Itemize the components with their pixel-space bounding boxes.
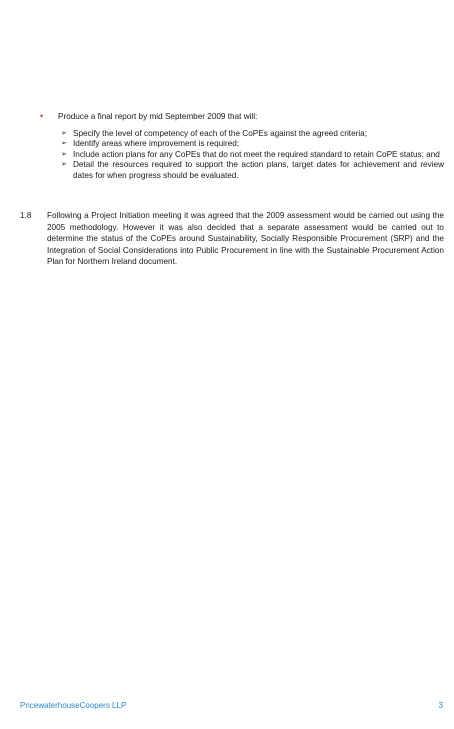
sub-list bbox=[61, 129, 444, 181]
arrow-bullet-icon: ➢ bbox=[61, 161, 67, 169]
list-item bbox=[61, 150, 444, 160]
arrow-bullet-icon: ➢ bbox=[61, 150, 67, 158]
arrow-bullet-icon: ➢ bbox=[61, 140, 67, 148]
arrow-bullet-icon: ➢ bbox=[61, 130, 67, 137]
footer-page-number: 3 bbox=[438, 701, 443, 710]
list-item bbox=[61, 139, 444, 149]
numbered-paragraph bbox=[20, 210, 444, 268]
bullet-text: Produce a final report by mid September 2009 that will: bbox=[58, 112, 258, 121]
sub-item-text: Identify areas where improvement is required; bbox=[73, 139, 240, 149]
list-item bbox=[61, 160, 444, 181]
bullet-item bbox=[38, 111, 448, 122]
sub-item-text: Include action plans for any CoPEs that do not meet the required standard to retain CoPE status; and bbox=[73, 149, 440, 159]
sub-item-text: Specify the level of competency of each of the CoPEs against the agreed criteria; bbox=[73, 129, 368, 138]
paragraph-number: 1.8 bbox=[20, 211, 32, 220]
bullet-block bbox=[38, 111, 448, 181]
bullet-dot-icon: • bbox=[40, 111, 44, 121]
sub-item-text: Detail the resources required to support the action plans, target dates for achievement and review dates for when progress should be evaluated. bbox=[73, 160, 444, 180]
paragraph-text: Following a Project Initiation meeting it was agreed that the 2009 assessment would be carried out using the 2005 methodology. However it was also decided that a separate assessment would be carried out to determine the status of the CoPEs around Sustainability, Socially Responsible Procurement (SRP) and the Integration of Social Considerations into Public Procurement in line with the Sustainable Procurement Action Plan for Northern Ireland document. bbox=[47, 211, 444, 267]
footer-company: PricewaterhouseCoopers LLP bbox=[20, 701, 127, 710]
list-item bbox=[61, 129, 444, 139]
